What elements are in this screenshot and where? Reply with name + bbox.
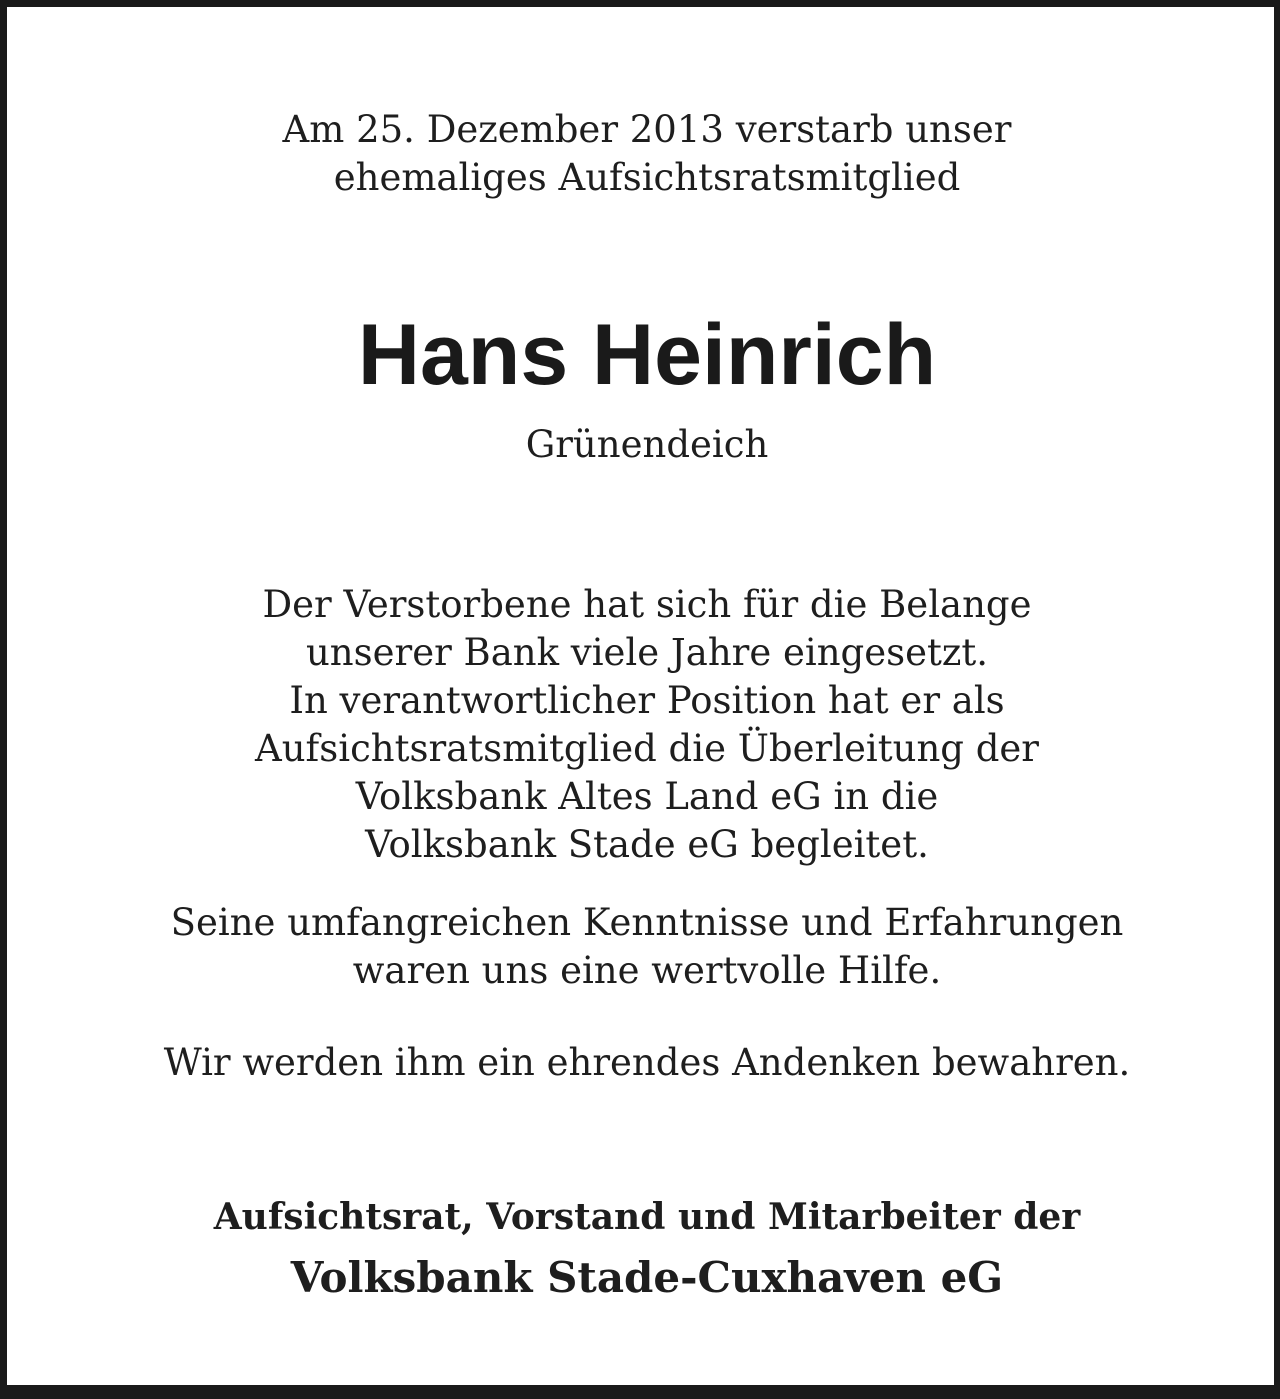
tribute-line: Aufsichtsratsmitglied die Überleitung der [255, 727, 1039, 770]
tribute-paragraph [7, 581, 1280, 869]
remembrance-line: Wir werden ihm ein ehrendes Andenken bewahren. [163, 1041, 1131, 1084]
intro-line: Am 25. Dezember 2013 verstarb unser [282, 108, 1012, 151]
deceased-name: Hans Heinrich [357, 307, 937, 403]
intro-text [7, 106, 1280, 202]
intro-line: ehemaliges Aufsichtsratsmitglied [333, 156, 961, 199]
tribute-line: unserer Bank viele Jahre eingesetzt. [305, 631, 989, 674]
gratitude-line: Seine umfangreichen Kenntnisse und Erfahrungen [170, 901, 1124, 944]
tribute-line: Volksbank Stade eG begleitet. [365, 823, 929, 866]
gratitude-paragraph [7, 899, 1280, 995]
gratitude-line: waren uns eine wertvolle Hilfe. [352, 949, 942, 992]
tribute-line: In verantwortlicher Position hat er als [289, 679, 1005, 722]
tribute-line: Volksbank Altes Land eG in die [355, 775, 939, 818]
tribute-line: Der Verstorbene hat sich für die Belange [262, 583, 1032, 626]
deceased-place: Grünendeich [525, 423, 769, 466]
signature-bank-name: Volksbank Stade-Cuxhaven eG [290, 1253, 1004, 1302]
signature-group: Aufsichtsrat, Vorstand und Mitarbeiter der [213, 1196, 1081, 1238]
